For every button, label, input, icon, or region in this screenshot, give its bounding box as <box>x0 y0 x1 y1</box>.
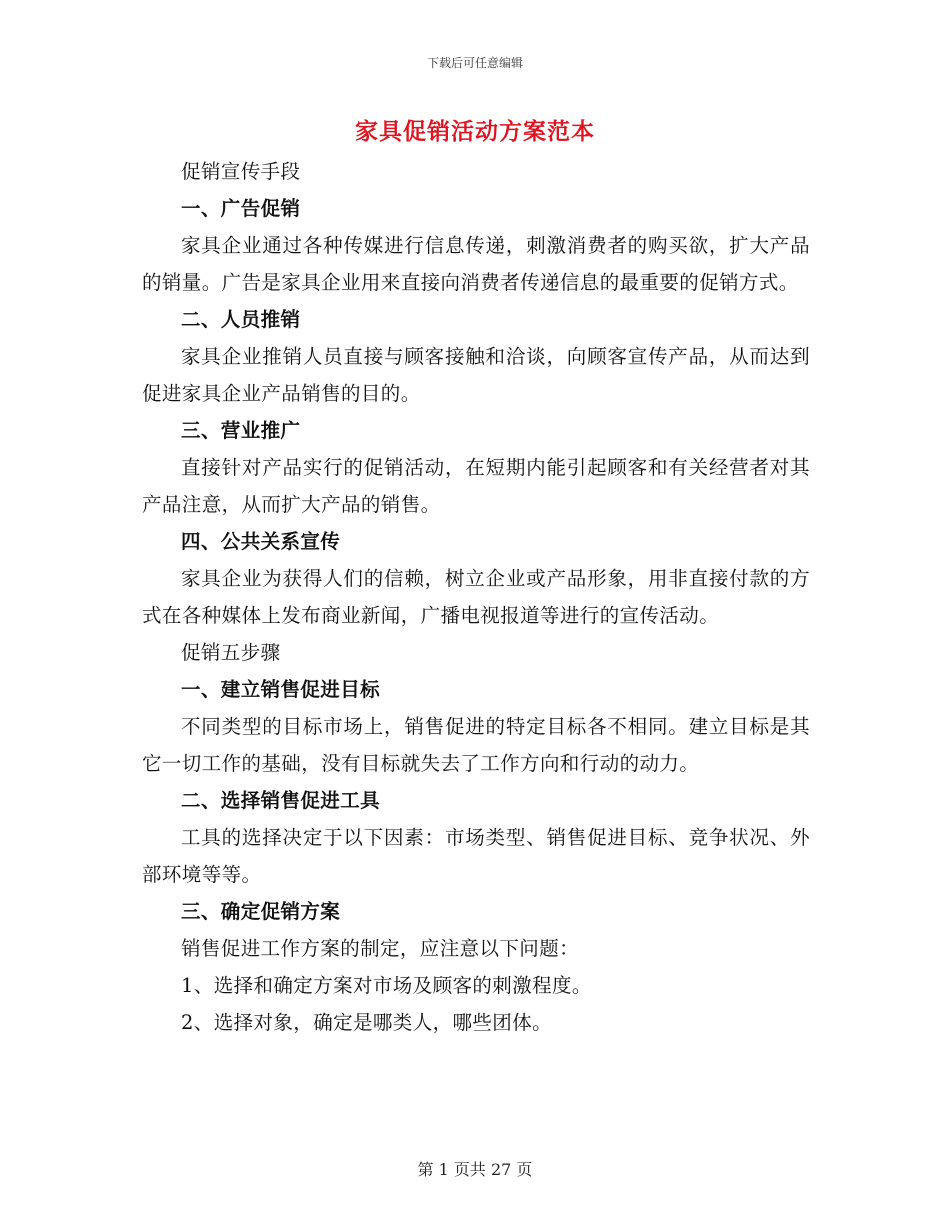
paragraph: 直接针对产品实行的促销活动，在短期内能引起顾客和有关经营者对其产品注意，从而扩大产品的销售。 <box>142 456 810 516</box>
section-heading: 二、选择销售促进工具 <box>181 789 381 812</box>
section-heading: 一、建立销售促进目标 <box>181 678 381 701</box>
section-heading: 二、人员推销 <box>181 308 301 331</box>
paragraph: 销售促进工作方案的制定，应注意以下问题： <box>181 937 580 960</box>
page-header-note: 下载后可任意编辑 <box>426 56 523 70</box>
section-heading: 一、广告促销 <box>181 197 301 220</box>
section-heading: 三、营业推广 <box>181 419 301 442</box>
paragraph: 工具的选择决定于以下因素：市场类型、销售促进目标、竞争状况、外部环境等等。 <box>142 826 810 886</box>
paragraph: 促销宣传手段 <box>181 160 301 183</box>
document-title: 家具促销活动方案范本 <box>355 118 595 145</box>
list-item: 2、选择对象，确定是哪类人，哪些团体。 <box>181 1011 553 1034</box>
list-item: 1、选择和确定方案对市场及顾客的刺激程度。 <box>181 974 592 997</box>
document-body <box>142 153 810 1041</box>
page-number: 第 1 页共 27 页 <box>417 1160 533 1179</box>
paragraph: 家具企业为获得人们的信赖，树立企业或产品形象，用非直接付款的方式在各种媒体上发布商业新闻，广播电视报道等进行的宣传活动。 <box>142 567 810 627</box>
section-heading: 三、确定促销方案 <box>181 900 341 923</box>
paragraph: 不同类型的目标市场上，销售促进的特定目标各不相同。建立目标是其它一切工作的基础，没有目标就失去了工作方向和行动的动力。 <box>142 715 810 775</box>
section-heading: 四、公共关系宣传 <box>181 530 341 553</box>
paragraph: 家具企业推销人员直接与顾客接触和洽谈，向顾客宣传产品，从而达到促进家具企业产品销售的目的。 <box>142 345 810 405</box>
paragraph: 促销五步骤 <box>181 641 281 664</box>
paragraph: 家具企业通过各种传媒进行信息传递，刺激消费者的购买欲，扩大产品的销量。广告是家具企业用来直接向消费者传递信息的最重要的促销方式。 <box>142 234 810 294</box>
